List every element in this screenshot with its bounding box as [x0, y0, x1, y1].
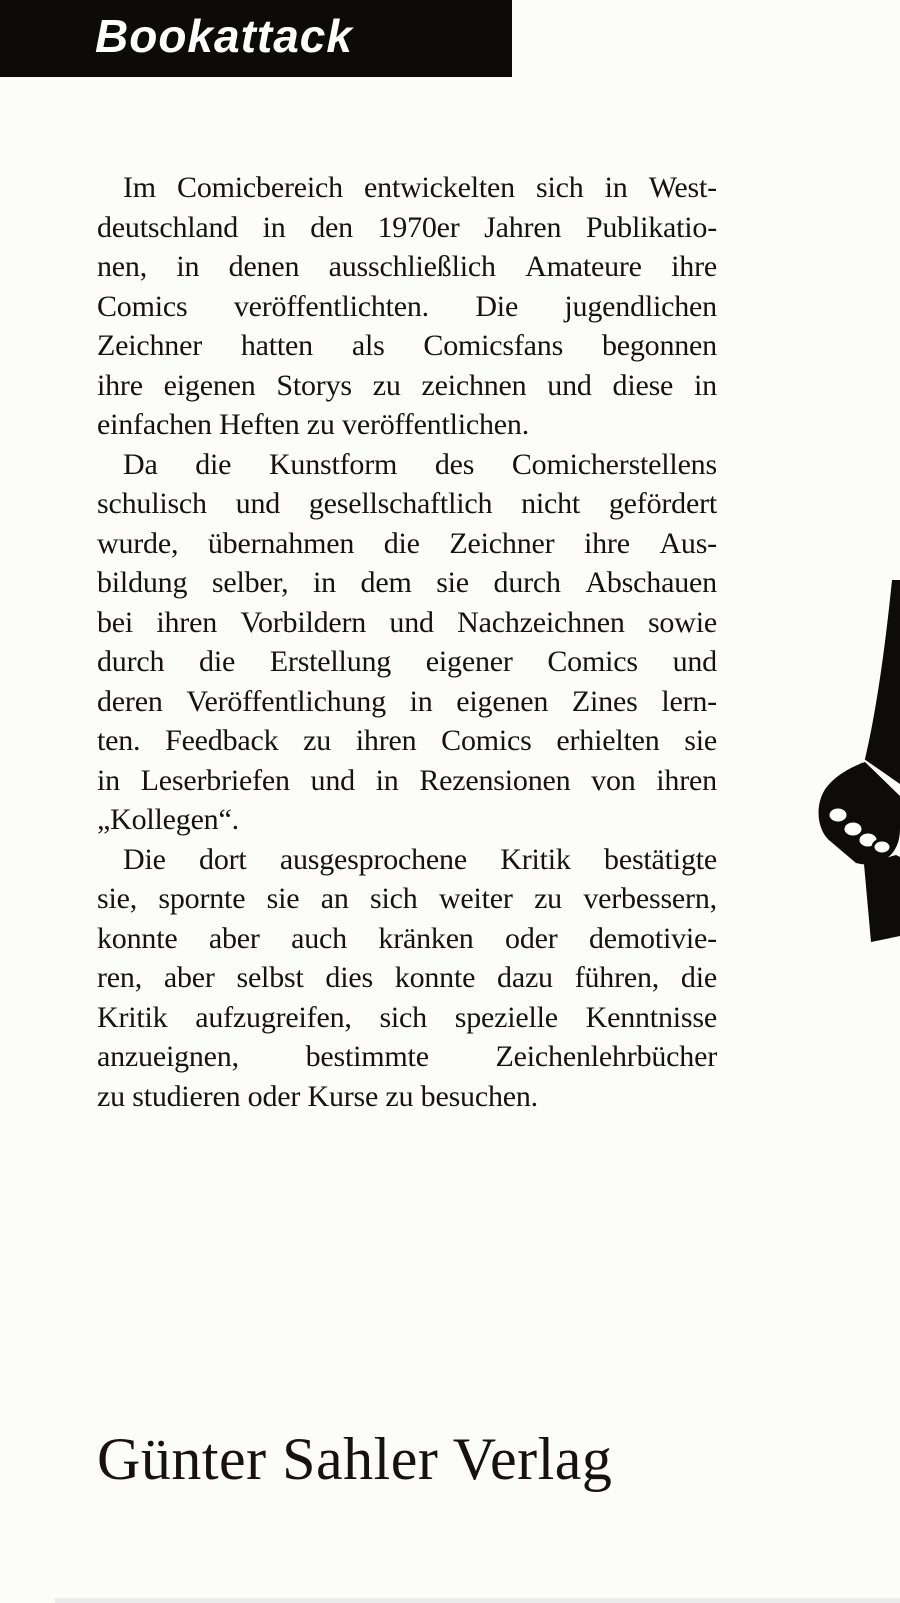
- text-line: ten. Feedback zu ihren Comics erhielten sie: [97, 724, 717, 757]
- text-line: nen, in denen ausschließlich Amateure ihre: [97, 250, 717, 283]
- text-line: ren, aber selbst dies konnte dazu führen, die: [97, 961, 717, 994]
- text-line: bildung selber, in dem sie durch Abschauen: [97, 566, 717, 599]
- body-text: [97, 168, 717, 1116]
- text-line: bei ihren Vorbildern und Nachzeichnen sowie: [97, 605, 717, 639]
- text-line: Die dort ausgesprochene Kritik bestätigte: [123, 842, 717, 876]
- text-line: „Kollegen“.: [97, 803, 239, 836]
- text-line: ihre eigenen Storys zu zeichnen und diese in: [97, 368, 717, 402]
- text-line: sie, spornte sie an sich weiter zu verbessern,: [97, 882, 717, 915]
- text-line: schulisch und gesellschaftlich nicht gefördert: [97, 487, 717, 520]
- text-line: Kritik aufzugreifen, sich spezielle Kenntnisse: [97, 1000, 717, 1034]
- title-banner: [0, 0, 512, 77]
- text-line: Zeichner hatten als Comicsfans begonnen: [97, 329, 717, 362]
- paragraph: [97, 445, 717, 840]
- arm-holding-pistol-illustration: [808, 578, 900, 950]
- banner-title: Bookattack: [95, 9, 353, 62]
- text-line: konnte aber auch kränken oder demotivie-: [97, 921, 717, 955]
- text-line: in Leserbriefen und in Rezensionen von ihren: [97, 763, 717, 797]
- paragraph: [97, 168, 717, 445]
- text-line: wurde, übernahmen die Zeichner ihre Aus-: [97, 526, 717, 560]
- paragraph: [97, 840, 717, 1117]
- text-line: durch die Erstellung eigener Comics und: [97, 645, 717, 678]
- text-line: deren Veröffentlichung in eigenen Zines lern-: [97, 684, 717, 718]
- text-line: Im Comicbereich entwickelten sich in West-: [123, 171, 717, 204]
- text-line: anzueignen, bestimmte Zeichenlehrbücher: [97, 1040, 717, 1073]
- publisher-name: Günter Sahler Verlag: [97, 1426, 613, 1492]
- text-line: zu studieren oder Kurse zu besuchen.: [97, 1079, 538, 1113]
- text-line: Comics veröffentlichten. Die jugendlichen: [97, 289, 717, 323]
- text-line: Da die Kunstform des Comicherstellens: [123, 447, 717, 481]
- text-line: einfachen Heften zu veröffentlichen.: [97, 408, 530, 441]
- text-line: deutschland in den 1970er Jahren Publikatio-: [97, 210, 717, 244]
- scan-edge-shadow: [55, 1598, 900, 1603]
